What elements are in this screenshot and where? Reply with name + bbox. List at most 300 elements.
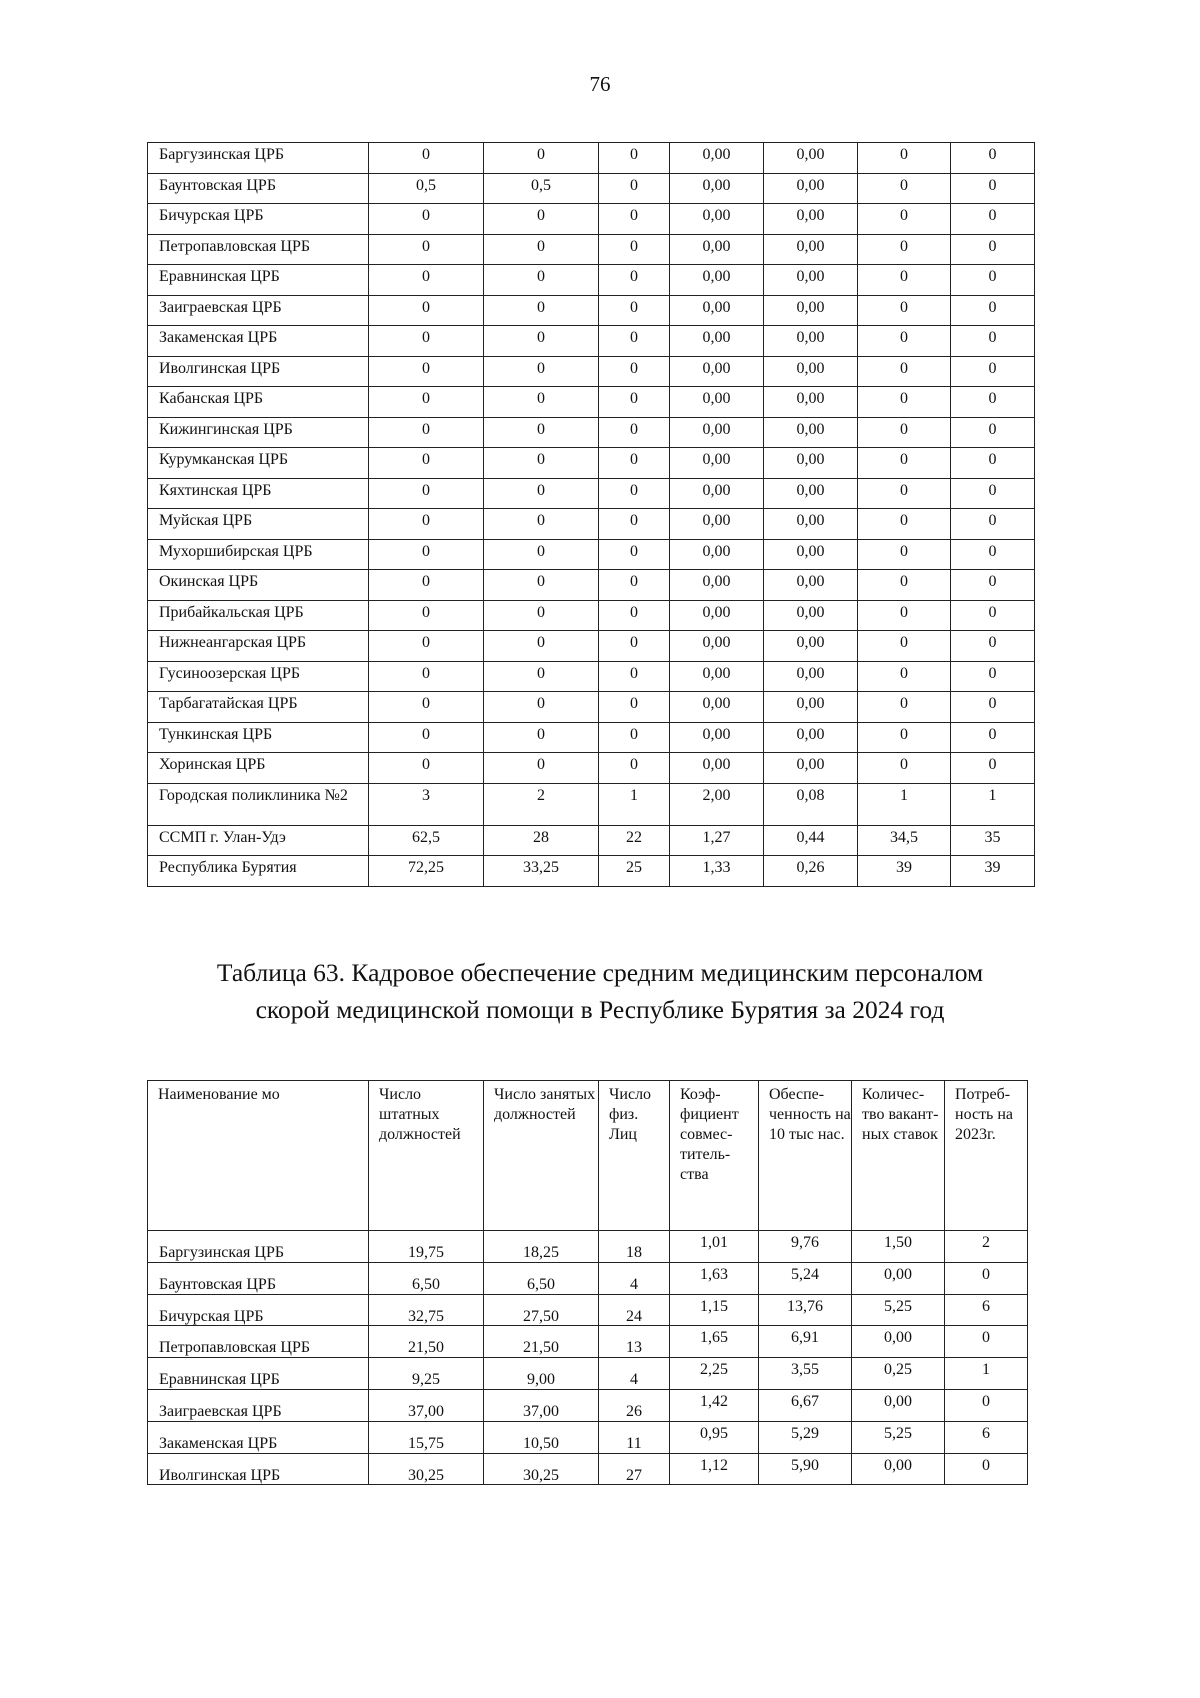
value-cell: 0 <box>599 173 670 204</box>
value-cell: 0 <box>369 570 484 601</box>
table-row <box>148 825 1035 856</box>
organization-name-cell: Иволгинская ЦРБ <box>148 1453 369 1485</box>
column-header: Число физ. Лиц <box>599 1081 670 1231</box>
table-row <box>148 417 1035 448</box>
value-cell: 0 <box>369 753 484 784</box>
value-cell: 0,00 <box>852 1326 945 1358</box>
value-cell: 0 <box>369 661 484 692</box>
value-cell: 0 <box>369 356 484 387</box>
value-cell: 1 <box>945 1358 1028 1390</box>
table-row <box>148 448 1035 479</box>
value-cell: 0 <box>945 1262 1028 1294</box>
value-cell: 1,42 <box>670 1389 759 1421</box>
value-cell: 0 <box>858 417 951 448</box>
value-cell: 0 <box>599 448 670 479</box>
value-cell: 0 <box>484 509 599 540</box>
value-cell: 0,00 <box>764 265 858 296</box>
organization-name-cell: Петропавловская ЦРБ <box>148 234 369 265</box>
value-cell: 0,00 <box>764 570 858 601</box>
value-cell: 9,00 <box>484 1358 599 1390</box>
value-cell: 0 <box>858 387 951 418</box>
value-cell: 0 <box>858 753 951 784</box>
value-cell: 0 <box>484 295 599 326</box>
value-cell: 0 <box>858 509 951 540</box>
value-cell: 0 <box>369 234 484 265</box>
organization-name-cell: Кабанская ЦРБ <box>148 387 369 418</box>
value-cell: 25 <box>599 856 670 887</box>
table-header-row <box>148 1081 1028 1231</box>
value-cell: 1 <box>599 783 670 825</box>
column-header: Число занятых должностей <box>484 1081 599 1231</box>
value-cell: 0 <box>858 448 951 479</box>
value-cell: 0,00 <box>764 692 858 723</box>
value-cell: 19,75 <box>369 1231 484 1263</box>
value-cell: 27,50 <box>484 1294 599 1326</box>
value-cell: 0 <box>858 234 951 265</box>
organization-name-cell: Еравнинская ЦРБ <box>148 265 369 296</box>
table-row <box>148 478 1035 509</box>
value-cell: 0,00 <box>764 417 858 448</box>
value-cell: 0 <box>599 234 670 265</box>
table-row <box>148 856 1035 887</box>
value-cell: 0,00 <box>764 722 858 753</box>
value-cell: 0 <box>599 326 670 357</box>
value-cell: 0 <box>369 295 484 326</box>
column-header: Наименование мо <box>148 1081 369 1231</box>
value-cell: 0 <box>951 173 1035 204</box>
value-cell: 0 <box>484 753 599 784</box>
value-cell: 2,25 <box>670 1358 759 1390</box>
organization-name-cell: Еравнинская ЦРБ <box>148 1358 369 1390</box>
value-cell: 4 <box>599 1358 670 1390</box>
value-cell: 0 <box>599 539 670 570</box>
value-cell: 0,00 <box>670 173 764 204</box>
value-cell: 0 <box>369 265 484 296</box>
value-cell: 2,00 <box>670 783 764 825</box>
value-cell: 0 <box>599 143 670 174</box>
value-cell: 0 <box>484 417 599 448</box>
value-cell: 0 <box>858 143 951 174</box>
value-cell: 32,75 <box>369 1294 484 1326</box>
value-cell: 0 <box>369 722 484 753</box>
value-cell: 0,00 <box>764 234 858 265</box>
organization-name-cell: Баунтовская ЦРБ <box>148 1262 369 1294</box>
value-cell: 0,00 <box>670 600 764 631</box>
organization-name-cell: Окинская ЦРБ <box>148 570 369 601</box>
value-cell: 0,00 <box>852 1453 945 1485</box>
value-cell: 0,00 <box>764 295 858 326</box>
value-cell: 0 <box>599 387 670 418</box>
value-cell: 26 <box>599 1389 670 1421</box>
value-cell: 6 <box>945 1421 1028 1453</box>
value-cell: 0,00 <box>764 539 858 570</box>
value-cell: 5,25 <box>852 1421 945 1453</box>
value-cell: 0 <box>484 326 599 357</box>
value-cell: 5,90 <box>759 1453 852 1485</box>
value-cell: 0,00 <box>764 326 858 357</box>
value-cell: 0,95 <box>670 1421 759 1453</box>
value-cell: 0,00 <box>764 509 858 540</box>
value-cell: 0 <box>369 387 484 418</box>
value-cell: 21,50 <box>484 1326 599 1358</box>
value-cell: 5,24 <box>759 1262 852 1294</box>
table-row <box>148 356 1035 387</box>
value-cell: 0 <box>484 265 599 296</box>
table-row <box>148 1262 1028 1294</box>
column-header: Количес-тво вакант-ных ставок <box>852 1081 945 1231</box>
value-cell: 0 <box>599 661 670 692</box>
table-row <box>148 1389 1028 1421</box>
organization-name-cell: Бичурская ЦРБ <box>148 204 369 235</box>
value-cell: 0,00 <box>670 356 764 387</box>
table-row <box>148 387 1035 418</box>
value-cell: 0 <box>951 600 1035 631</box>
value-cell: 0 <box>599 265 670 296</box>
value-cell: 0 <box>599 631 670 662</box>
table-row <box>148 1421 1028 1453</box>
value-cell: 0,00 <box>764 173 858 204</box>
value-cell: 35 <box>951 825 1035 856</box>
value-cell: 11 <box>599 1421 670 1453</box>
organization-name-cell: Закаменская ЦРБ <box>148 326 369 357</box>
value-cell: 1 <box>858 783 951 825</box>
value-cell: 0 <box>951 234 1035 265</box>
value-cell: 0 <box>599 692 670 723</box>
staffing-table-continued <box>147 142 1035 887</box>
organization-name-cell: Тункинская ЦРБ <box>148 722 369 753</box>
value-cell: 37,00 <box>369 1389 484 1421</box>
value-cell: 6,67 <box>759 1389 852 1421</box>
value-cell: 0 <box>945 1453 1028 1485</box>
organization-name-cell: Прибайкальская ЦРБ <box>148 600 369 631</box>
value-cell: 0 <box>858 661 951 692</box>
value-cell: 0,00 <box>764 631 858 662</box>
value-cell: 0 <box>484 600 599 631</box>
value-cell: 0,00 <box>764 753 858 784</box>
table-row <box>148 539 1035 570</box>
table-row <box>148 295 1035 326</box>
value-cell: 0,00 <box>670 387 764 418</box>
value-cell: 0,00 <box>670 661 764 692</box>
organization-name-cell: Гусиноозерская ЦРБ <box>148 661 369 692</box>
value-cell: 1,33 <box>670 856 764 887</box>
column-header: Потреб-ность на 2023г. <box>945 1081 1028 1231</box>
organization-name-cell: Баргузинская ЦРБ <box>148 1231 369 1263</box>
value-cell: 0,00 <box>764 448 858 479</box>
nursing-staffing-table <box>147 1080 1028 1485</box>
value-cell: 0 <box>369 478 484 509</box>
organization-name-cell: Иволгинская ЦРБ <box>148 356 369 387</box>
value-cell: 0,00 <box>670 448 764 479</box>
value-cell: 0 <box>951 448 1035 479</box>
organization-name-cell: Закаменская ЦРБ <box>148 1421 369 1453</box>
value-cell: 24 <box>599 1294 670 1326</box>
table-row <box>148 722 1035 753</box>
value-cell: 0 <box>484 478 599 509</box>
value-cell: 0 <box>484 448 599 479</box>
organization-name-cell: Петропавловская ЦРБ <box>148 1326 369 1358</box>
value-cell: 0,00 <box>670 326 764 357</box>
value-cell: 0 <box>858 722 951 753</box>
organization-name-cell: Заиграевская ЦРБ <box>148 1389 369 1421</box>
value-cell: 0 <box>484 539 599 570</box>
table-row <box>148 753 1035 784</box>
value-cell: 0 <box>599 722 670 753</box>
column-header: Коэф-фициент совмес-титель-ства <box>670 1081 759 1231</box>
value-cell: 0,00 <box>670 234 764 265</box>
value-cell: 0,00 <box>670 143 764 174</box>
organization-name-cell: Мухоршибирская ЦРБ <box>148 539 369 570</box>
value-cell: 0,00 <box>764 204 858 235</box>
table-row <box>148 631 1035 662</box>
table-row <box>148 1294 1028 1326</box>
value-cell: 0 <box>951 478 1035 509</box>
value-cell: 0 <box>484 387 599 418</box>
value-cell: 0 <box>858 326 951 357</box>
value-cell: 0 <box>858 631 951 662</box>
value-cell: 0,00 <box>764 356 858 387</box>
column-header: Обеспе-ченность на 10 тыс нас. <box>759 1081 852 1231</box>
value-cell: 0,00 <box>670 204 764 235</box>
value-cell: 0 <box>484 722 599 753</box>
value-cell: 0,00 <box>670 722 764 753</box>
value-cell: 33,25 <box>484 856 599 887</box>
value-cell: 1,15 <box>670 1294 759 1326</box>
value-cell: 0 <box>599 356 670 387</box>
value-cell: 0 <box>951 326 1035 357</box>
value-cell: 0 <box>369 539 484 570</box>
value-cell: 62,5 <box>369 825 484 856</box>
value-cell: 6 <box>945 1294 1028 1326</box>
value-cell: 1,50 <box>852 1231 945 1263</box>
value-cell: 2 <box>945 1231 1028 1263</box>
caption-line-1: Таблица 63. Кадровое обеспечение средним медицинским персоналом <box>216 958 984 987</box>
value-cell: 0 <box>599 509 670 540</box>
table-row <box>148 692 1035 723</box>
value-cell: 0 <box>599 204 670 235</box>
value-cell: 0,00 <box>764 600 858 631</box>
value-cell: 21,50 <box>369 1326 484 1358</box>
value-cell: 0 <box>951 295 1035 326</box>
value-cell: 0 <box>369 326 484 357</box>
table-row <box>148 173 1035 204</box>
organization-name-cell: ССМП г. Улан-Удэ <box>148 825 369 856</box>
organization-name-cell: Кижингинская ЦРБ <box>148 417 369 448</box>
value-cell: 0 <box>951 265 1035 296</box>
organization-name-cell: Хоринская ЦРБ <box>148 753 369 784</box>
value-cell: 0 <box>599 417 670 448</box>
table-row <box>148 783 1035 825</box>
value-cell: 34,5 <box>858 825 951 856</box>
value-cell: 27 <box>599 1453 670 1485</box>
value-cell: 0,00 <box>764 661 858 692</box>
organization-name-cell: Тарбагатайская ЦРБ <box>148 692 369 723</box>
value-cell: 0,00 <box>670 570 764 601</box>
value-cell: 0,00 <box>670 539 764 570</box>
value-cell: 39 <box>858 856 951 887</box>
organization-name-cell: Заиграевская ЦРБ <box>148 295 369 326</box>
value-cell: 0 <box>858 600 951 631</box>
value-cell: 0 <box>951 387 1035 418</box>
value-cell: 30,25 <box>369 1453 484 1485</box>
value-cell: 0 <box>951 570 1035 601</box>
value-cell: 0 <box>858 478 951 509</box>
value-cell: 0 <box>599 753 670 784</box>
table-row <box>148 234 1035 265</box>
organization-name-cell: Кяхтинская ЦРБ <box>148 478 369 509</box>
table-row <box>148 265 1035 296</box>
value-cell: 0 <box>951 661 1035 692</box>
value-cell: 18 <box>599 1231 670 1263</box>
value-cell: 0,00 <box>670 265 764 296</box>
value-cell: 0 <box>599 600 670 631</box>
table-row <box>148 326 1035 357</box>
value-cell: 0,00 <box>852 1262 945 1294</box>
value-cell: 0,08 <box>764 783 858 825</box>
value-cell: 0,00 <box>764 143 858 174</box>
organization-name-cell: Городская поликлиника №2 <box>148 783 369 825</box>
value-cell: 0 <box>369 600 484 631</box>
value-cell: 0 <box>951 143 1035 174</box>
value-cell: 0 <box>599 478 670 509</box>
value-cell: 9,25 <box>369 1358 484 1390</box>
value-cell: 0,00 <box>670 509 764 540</box>
page-number: 76 <box>589 72 611 96</box>
value-cell: 0,00 <box>670 417 764 448</box>
value-cell: 0,5 <box>484 173 599 204</box>
table-row <box>148 600 1035 631</box>
value-cell: 0 <box>599 570 670 601</box>
value-cell: 1,63 <box>670 1262 759 1294</box>
value-cell: 0 <box>858 295 951 326</box>
table-row <box>148 1231 1028 1263</box>
value-cell: 0,00 <box>764 478 858 509</box>
value-cell: 0 <box>951 417 1035 448</box>
value-cell: 6,50 <box>369 1262 484 1294</box>
table-row <box>148 143 1035 174</box>
value-cell: 13 <box>599 1326 670 1358</box>
value-cell: 0,00 <box>852 1389 945 1421</box>
value-cell: 0 <box>484 143 599 174</box>
value-cell: 0,00 <box>670 478 764 509</box>
value-cell: 15,75 <box>369 1421 484 1453</box>
table-row <box>148 509 1035 540</box>
value-cell: 13,76 <box>759 1294 852 1326</box>
value-cell: 0 <box>951 539 1035 570</box>
value-cell: 0 <box>599 295 670 326</box>
value-cell: 30,25 <box>484 1453 599 1485</box>
value-cell: 0 <box>484 204 599 235</box>
value-cell: 3,55 <box>759 1358 852 1390</box>
value-cell: 0 <box>951 509 1035 540</box>
value-cell: 0,00 <box>764 387 858 418</box>
value-cell: 0 <box>858 204 951 235</box>
value-cell: 0,00 <box>670 753 764 784</box>
value-cell: 1,12 <box>670 1453 759 1485</box>
caption-line-2: скорой медицинской помощи в Республике Бурятия за 2024 год <box>255 994 945 1024</box>
value-cell: 0,00 <box>670 631 764 662</box>
value-cell: 0 <box>369 631 484 662</box>
value-cell: 0 <box>369 509 484 540</box>
value-cell: 0 <box>951 753 1035 784</box>
value-cell: 0 <box>369 448 484 479</box>
value-cell: 4 <box>599 1262 670 1294</box>
value-cell: 0 <box>945 1326 1028 1358</box>
value-cell: 0 <box>484 570 599 601</box>
table-row <box>148 1326 1028 1358</box>
value-cell: 22 <box>599 825 670 856</box>
value-cell: 0 <box>369 204 484 235</box>
value-cell: 0 <box>858 539 951 570</box>
value-cell: 0,26 <box>764 856 858 887</box>
value-cell: 0 <box>951 631 1035 662</box>
value-cell: 0,00 <box>670 295 764 326</box>
value-cell: 39 <box>951 856 1035 887</box>
value-cell: 0 <box>858 692 951 723</box>
value-cell: 0 <box>951 722 1035 753</box>
value-cell: 0 <box>484 234 599 265</box>
value-cell: 5,29 <box>759 1421 852 1453</box>
value-cell: 9,76 <box>759 1231 852 1263</box>
value-cell: 0,25 <box>852 1358 945 1390</box>
value-cell: 0 <box>484 692 599 723</box>
value-cell: 2 <box>484 783 599 825</box>
value-cell: 3 <box>369 783 484 825</box>
table-row <box>148 204 1035 235</box>
value-cell: 6,91 <box>759 1326 852 1358</box>
value-cell: 6,50 <box>484 1262 599 1294</box>
organization-name-cell: Муйская ЦРБ <box>148 509 369 540</box>
value-cell: 1,01 <box>670 1231 759 1263</box>
value-cell: 0 <box>484 661 599 692</box>
value-cell: 0 <box>858 570 951 601</box>
value-cell: 0 <box>369 692 484 723</box>
value-cell: 0 <box>858 265 951 296</box>
value-cell: 1,65 <box>670 1326 759 1358</box>
value-cell: 1 <box>951 783 1035 825</box>
table-caption <box>140 955 1060 1029</box>
table-row <box>148 570 1035 601</box>
organization-name-cell: Баунтовская ЦРБ <box>148 173 369 204</box>
organization-name-cell: Баргузинская ЦРБ <box>148 143 369 174</box>
value-cell: 28 <box>484 825 599 856</box>
value-cell: 0,5 <box>369 173 484 204</box>
value-cell: 0 <box>951 692 1035 723</box>
value-cell: 10,50 <box>484 1421 599 1453</box>
value-cell: 0 <box>484 356 599 387</box>
value-cell: 0 <box>858 356 951 387</box>
value-cell: 5,25 <box>852 1294 945 1326</box>
organization-name-cell: Республика Бурятия <box>148 856 369 887</box>
value-cell: 0,00 <box>670 692 764 723</box>
value-cell: 0 <box>951 204 1035 235</box>
value-cell: 0 <box>858 173 951 204</box>
organization-name-cell: Бичурская ЦРБ <box>148 1294 369 1326</box>
value-cell: 18,25 <box>484 1231 599 1263</box>
organization-name-cell: Нижнеангарская ЦРБ <box>148 631 369 662</box>
value-cell: 0 <box>484 631 599 662</box>
value-cell: 72,25 <box>369 856 484 887</box>
value-cell: 37,00 <box>484 1389 599 1421</box>
value-cell: 0 <box>951 356 1035 387</box>
table-row <box>148 1358 1028 1390</box>
value-cell: 0 <box>369 143 484 174</box>
column-header: Число штатных должностей <box>369 1081 484 1231</box>
organization-name-cell: Курумканская ЦРБ <box>148 448 369 479</box>
value-cell: 0,44 <box>764 825 858 856</box>
table-row <box>148 661 1035 692</box>
table-row <box>148 1453 1028 1485</box>
